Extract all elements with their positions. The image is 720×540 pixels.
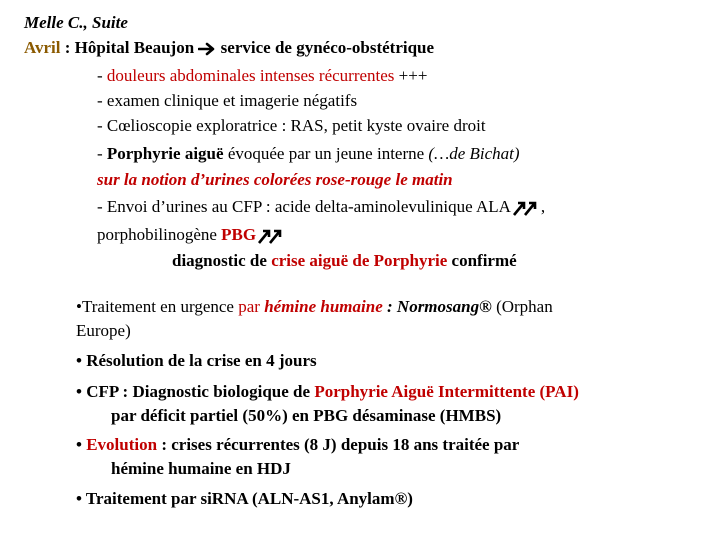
evolution-label: Evolution: [86, 435, 158, 454]
finding-pain: - douleurs abdominales intenses récurrentes +++: [97, 66, 428, 85]
page-title: Melle C., Suite: [24, 13, 128, 32]
finding-pbg: porphobilinogène PBG: [97, 224, 286, 246]
bullet-evolution-line1: • Evolution : crises récurrentes (8 J) depuis 18 ans traitée par: [76, 435, 520, 454]
month-label: Avril: [24, 38, 61, 57]
bullet-cfp-line1: • CFP : Diagnostic biologique de Porphyrie Aiguë Intermittente (PAI): [76, 382, 579, 401]
diagnosis-highlight: crise aiguë de Porphyrie: [271, 251, 448, 270]
finding-ala: - Envoi d’urines au CFP : acide delta-aminolevulinique ALA ,: [97, 197, 546, 216]
finding-urine-color: sur la notion d’urines colorées rose-rouge le matin: [97, 170, 453, 189]
finding-porphyria-suspected: - Porphyrie aiguë évoquée par un jeune interne (…de Bichat): [97, 144, 520, 163]
bullet-cfp-line2: par déficit partiel (50%) en PBG désaminase (HMBS): [111, 406, 502, 425]
right-arrow-icon: [198, 42, 216, 56]
bullet-resolution: • Résolution de la crise en 4 jours: [76, 351, 317, 370]
double-up-arrow-icon: [256, 227, 286, 245]
hospital-name: : Hôpital Beaujon: [60, 38, 199, 57]
bullet-treatment-line2: Europe): [76, 321, 131, 340]
service-name: service de gynéco-obstétrique: [216, 38, 435, 57]
bullet-evolution-line2: hémine humaine en HDJ: [111, 459, 291, 478]
hemine-label: hémine humaine: [264, 297, 383, 316]
bichat-note: (…de Bichat): [428, 144, 520, 163]
pain-text: douleurs abdominales intenses récurrentes: [106, 66, 395, 85]
pbg-label: PBG: [221, 225, 257, 244]
finding-laparoscopy: - Cœlioscopie exploratrice : RAS, petit kyste ovaire droit: [97, 116, 486, 135]
normosang-label: : Normosang®: [382, 297, 492, 316]
hospital-line: [24, 37, 434, 59]
pai-label: Porphyrie Aiguë Intermittente (PAI): [314, 382, 579, 401]
finding-exam: - examen clinique et imagerie négatifs: [97, 91, 358, 110]
porphyria-label: Porphyrie aiguë: [106, 144, 224, 163]
diagnosis-line: diagnostic de crise aiguë de Porphyrie confirmé: [172, 251, 517, 270]
double-up-arrow-icon: [511, 199, 541, 217]
bullet-sirna: • Traitement par siRNA (ALN-AS1, Anylam®): [76, 489, 413, 508]
bullet-treatment-line1: •Traitement en urgence par hémine humaine : Normosang® (Orphan: [76, 297, 553, 316]
